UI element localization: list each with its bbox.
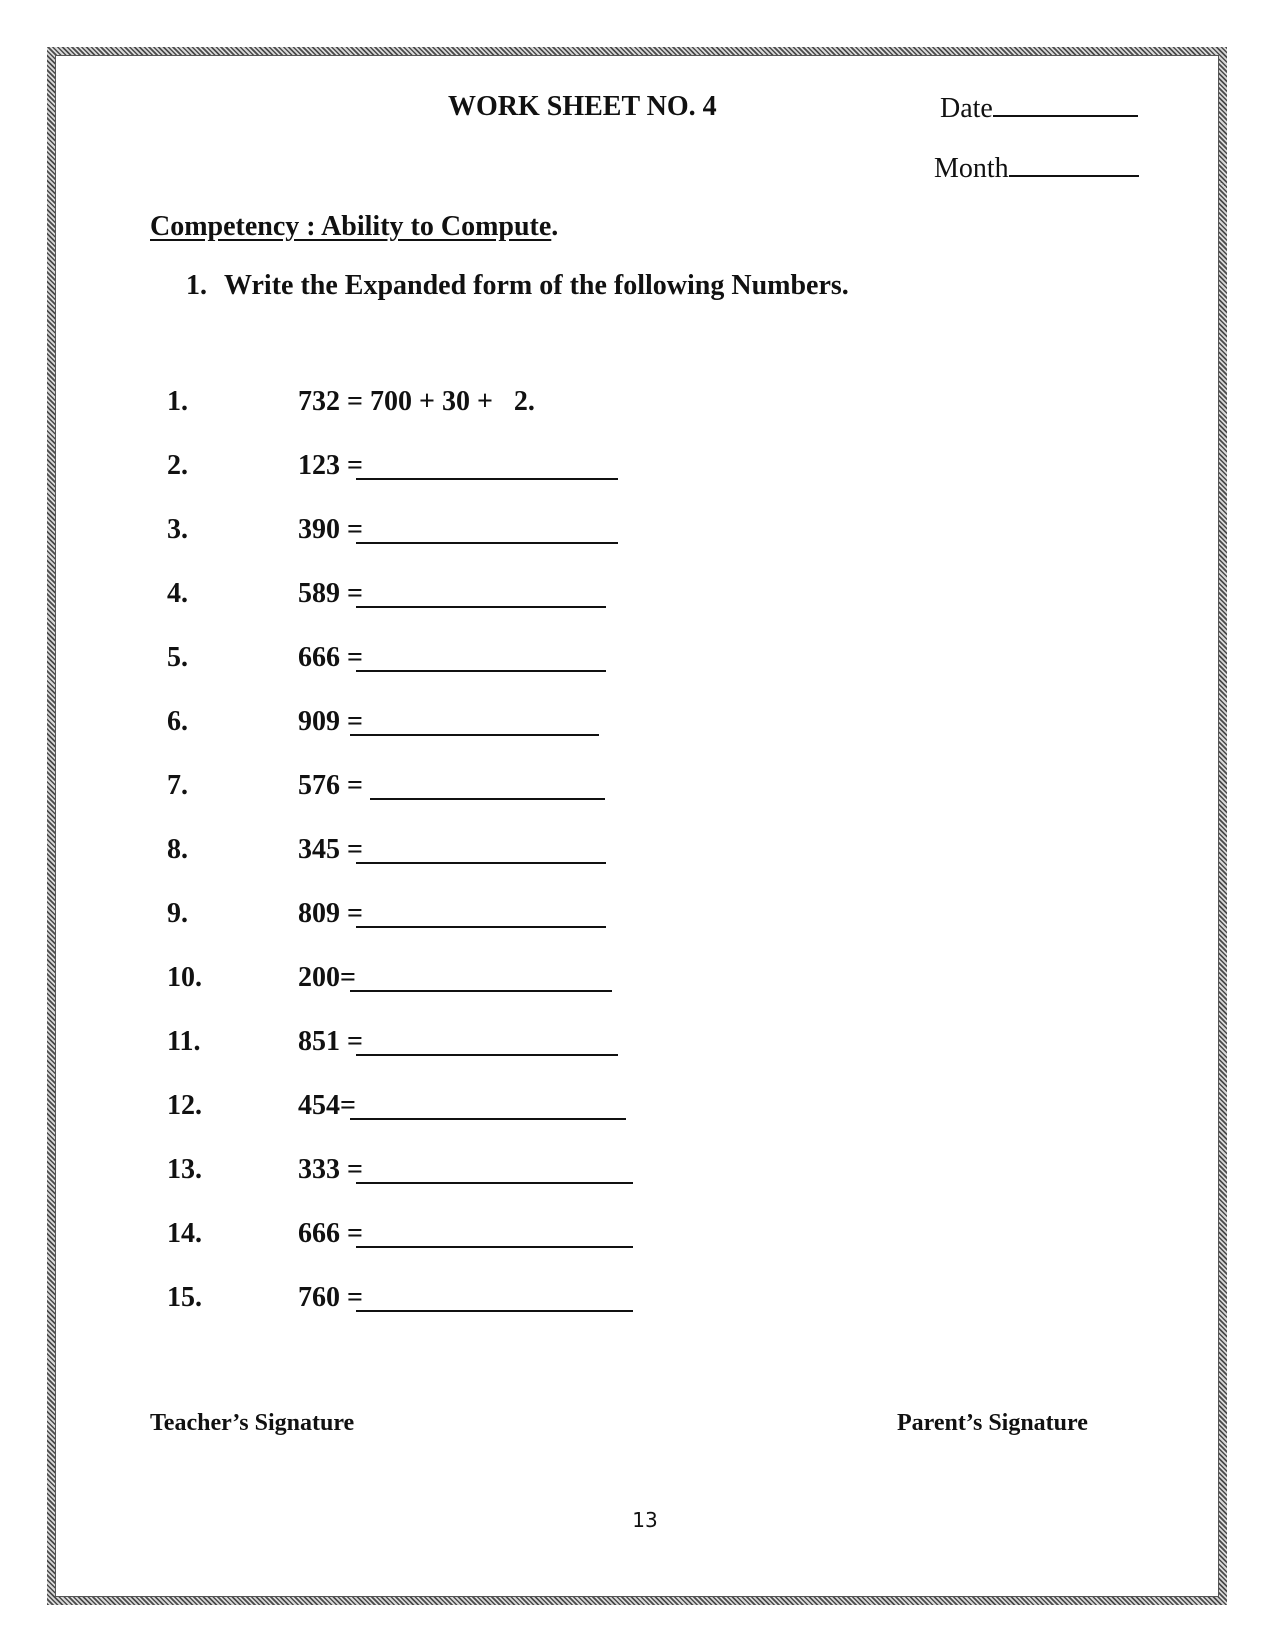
exercise-expression: 909 = xyxy=(298,706,363,737)
exercise-number: 9. xyxy=(167,898,188,929)
exercise-row xyxy=(167,1090,867,1130)
answer-blank[interactable] xyxy=(356,1310,633,1312)
exercise-row xyxy=(167,706,867,746)
exercise-expression: 809 = xyxy=(298,898,363,929)
answer-blank[interactable] xyxy=(350,734,599,736)
exercise-row xyxy=(167,770,867,810)
exercise-expression: 732 = xyxy=(298,386,363,417)
exercise-row xyxy=(167,962,867,1002)
worksheet-title: WORK SHEET NO. 4 xyxy=(448,91,717,122)
answer-blank[interactable] xyxy=(356,1054,618,1056)
answer-blank[interactable] xyxy=(356,862,606,864)
exercise-expression: 123 = xyxy=(298,450,363,481)
instruction-number: 1. xyxy=(186,270,207,301)
exercise-row xyxy=(167,898,867,938)
exercise-expression: 390 = xyxy=(298,514,363,545)
exercise-number: 13. xyxy=(167,1154,202,1185)
exercise-expression: 760 = xyxy=(298,1282,363,1313)
answer-blank[interactable] xyxy=(356,606,606,608)
exercise-expression: 345 = xyxy=(298,834,363,865)
exercise-expression: 851 = xyxy=(298,1026,363,1057)
month-field[interactable] xyxy=(934,151,1139,185)
exercise-expression: 200= xyxy=(298,962,356,993)
exercise-number: 5. xyxy=(167,642,188,673)
exercise-expression: 666 = xyxy=(298,642,363,673)
answer-blank[interactable] xyxy=(350,990,612,992)
instruction xyxy=(186,270,849,302)
exercise-row xyxy=(167,1154,867,1194)
exercise-number: 11. xyxy=(167,1026,201,1057)
exercise-expression: 454= xyxy=(298,1090,356,1121)
answer-blank[interactable] xyxy=(356,542,618,544)
exercise-expression: 576 = xyxy=(298,770,363,801)
parent-signature-label: Parent’s Signature xyxy=(897,1410,1088,1436)
answer-blank[interactable] xyxy=(350,1118,626,1120)
exercise-row xyxy=(167,642,867,682)
date-blank[interactable] xyxy=(993,91,1138,117)
exercise-number: 14. xyxy=(167,1218,202,1249)
teacher-signature-label: Teacher’s Signature xyxy=(150,1410,355,1436)
exercise-number: 12. xyxy=(167,1090,202,1121)
exercise-expression: 589 = xyxy=(298,578,363,609)
competency-label: Competency : Ability to Compute xyxy=(150,211,552,242)
exercise-number: 3. xyxy=(167,514,188,545)
exercise-number: 15. xyxy=(167,1282,202,1313)
exercise-number: 4. xyxy=(167,578,188,609)
exercise-row xyxy=(167,514,867,554)
answer-blank[interactable] xyxy=(356,1246,633,1248)
exercise-number: 8. xyxy=(167,834,188,865)
answer-blank[interactable] xyxy=(370,798,605,800)
competency-heading xyxy=(150,211,558,243)
competency-period: . xyxy=(551,211,559,242)
date-field[interactable] xyxy=(940,91,1138,125)
answer-blank[interactable] xyxy=(356,670,606,672)
exercise-number: 1. xyxy=(167,386,188,417)
page-number: 13 xyxy=(632,1508,658,1532)
exercise-row xyxy=(167,386,867,426)
instruction-text: Write the Expanded form of the following Numbers. xyxy=(224,270,849,301)
exercise-row xyxy=(167,1282,867,1322)
answer-blank[interactable] xyxy=(356,1182,633,1184)
answer-blank[interactable] xyxy=(356,478,618,480)
exercise-number: 7. xyxy=(167,770,188,801)
exercise-answer: 700 + 30 + 2. xyxy=(370,386,535,417)
month-blank[interactable] xyxy=(1009,151,1139,177)
exercise-number: 6. xyxy=(167,706,188,737)
exercise-row xyxy=(167,1218,867,1258)
exercise-number: 10. xyxy=(167,962,202,993)
exercise-row xyxy=(167,578,867,618)
exercise-row xyxy=(167,450,867,490)
exercise-expression: 666 = xyxy=(298,1218,363,1249)
answer-blank[interactable] xyxy=(356,926,606,928)
exercise-expression: 333 = xyxy=(298,1154,363,1185)
month-label: Month xyxy=(934,153,1009,184)
exercise-row xyxy=(167,834,867,874)
exercise-number: 2. xyxy=(167,450,188,481)
exercise-row xyxy=(167,1026,867,1066)
date-label: Date xyxy=(940,93,993,124)
